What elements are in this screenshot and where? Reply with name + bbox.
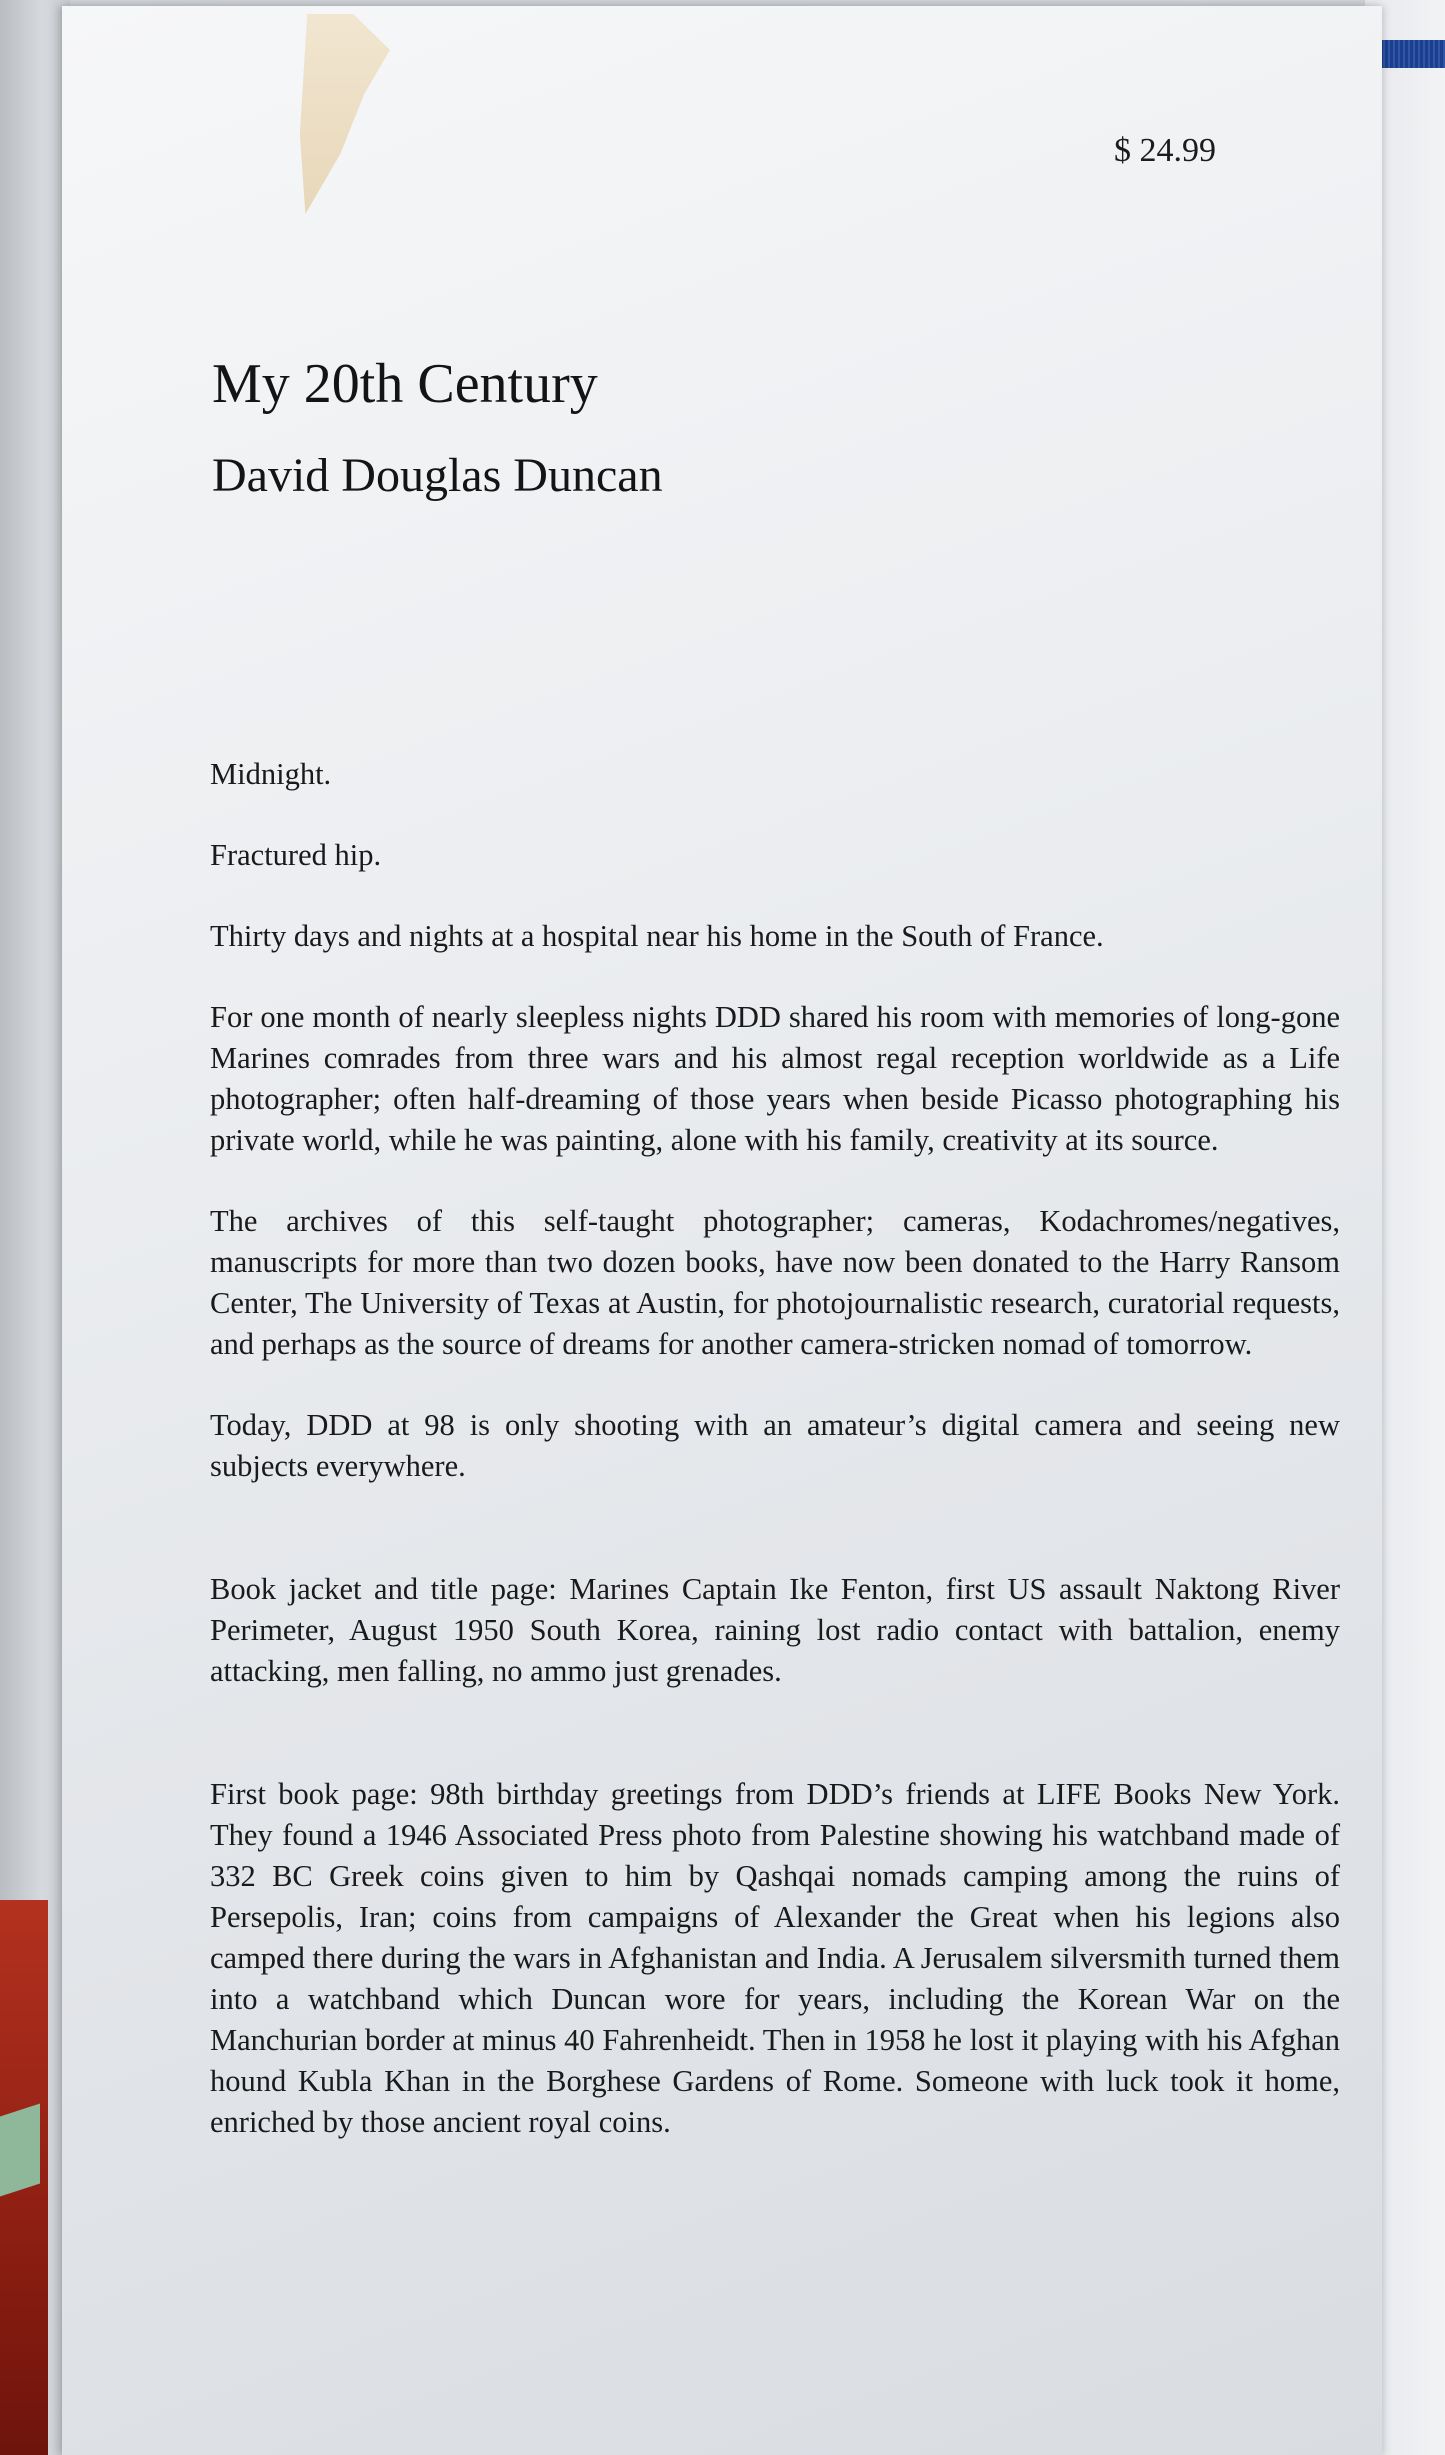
paragraph-archives: The archives of this self-taught photographer; cameras, Kodachromes/negatives, manuscripts for more than two dozen books, have now been donated to the Harry Ransom Center, The University of Texas at Austin, for photojournalistic research, curatorial requests, and perhaps as the source of dreams for another camera-stricken nomad of tomorrow. (210, 1204, 1340, 1361)
background-green-strip (0, 2104, 40, 2197)
paragraph-memories: For one month of nearly sleepless nights DDD shared his room with memories of long-gone Marines comrades from three wars and his almost regal reception worldwide as a Life photographer; often half-dreaming of those years when beside Picasso photographing his private world, while he was painting, alone with his family, creativity at its source. (210, 1000, 1340, 1157)
torn-tape-fragment (298, 14, 390, 214)
paragraph-midnight: Midnight. (210, 757, 332, 791)
paragraph-hospital: Thirty days and nights at a hospital near his home in the South of France. (210, 919, 1104, 953)
book-jacket-flap (62, 6, 1382, 2455)
book-title: My 20th Century (212, 353, 598, 415)
price-label: $ 24.99 (1114, 132, 1216, 169)
paragraph-book-jacket-caption: Book jacket and title page: Marines Captain Ike Fenton, first US assault Naktong River Perimeter, August 1950 South Korea, raining lost radio contact with battalion, enemy attacking, men falling, no ammo just grenades. (210, 1572, 1340, 1688)
paragraph-first-book-page: First book page: 98th birthday greetings from DDD’s friends at LIFE Books New York. They found a 1946 Associated Press photo from Palestine showing his watchband made of 332 BC Greek coins given to him by Qashqai nomads camping among the ruins of Persepolis, Iran; coins from campaigns of Alexander the Great when his legions also camped there during the wars in Afghanistan and India. A Jerusalem silversmith turned them into a watchband which Duncan wore for years, including the Korean War on the Manchurian border at minus 40 Fahrenheidt. Then in 1958 he lost it playing with his Afghan hound Kubla Khan in the Borghese Gardens of Rome. Someone with luck took it home, enriched by those ancient royal coins. (210, 1777, 1340, 2139)
flap-text (210, 754, 1340, 2183)
book-author: David Douglas Duncan (212, 449, 663, 502)
paragraph-fractured-hip: Fractured hip. (210, 838, 382, 872)
paragraph-today: Today, DDD at 98 is only shooting with an amateur’s digital camera and seeing new subjects everywhere. (210, 1408, 1340, 1483)
